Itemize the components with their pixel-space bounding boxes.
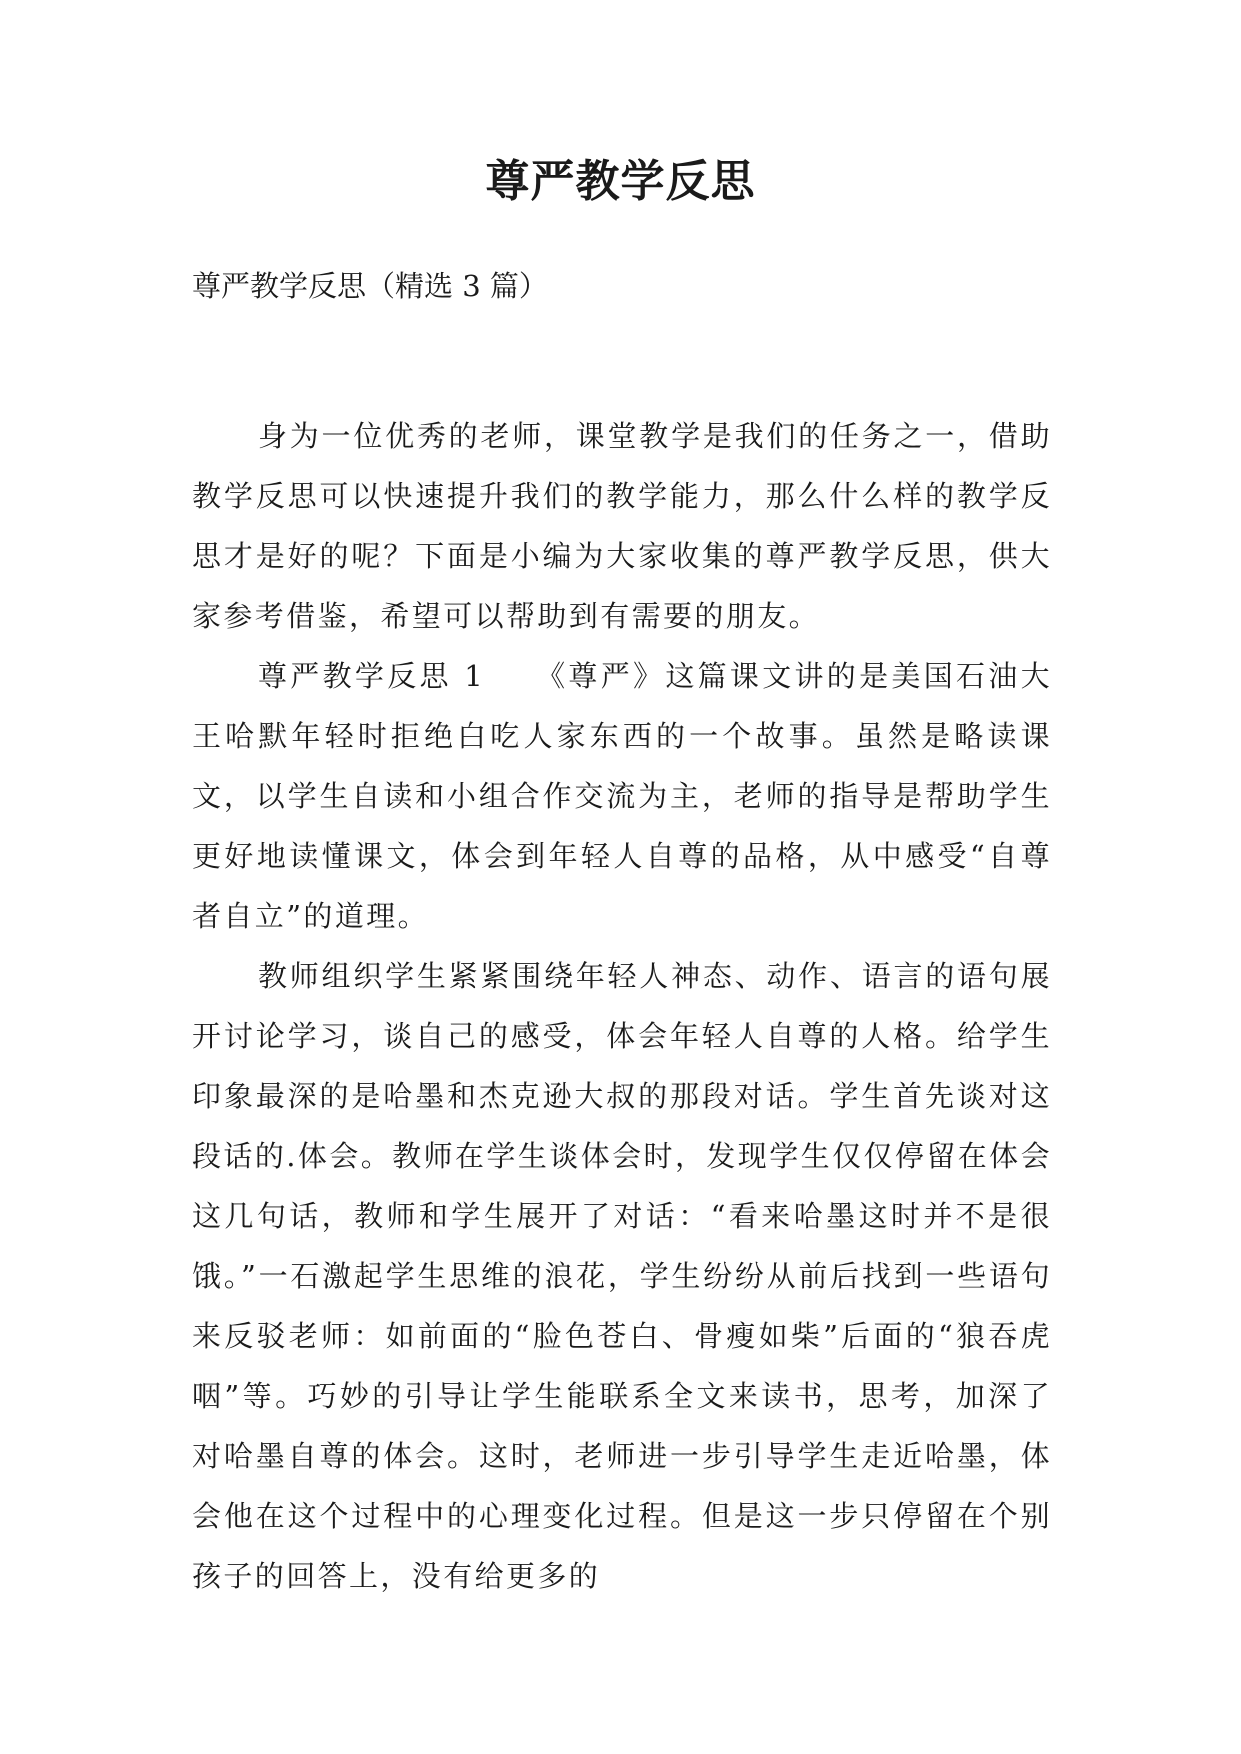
document-subtitle: 尊严教学反思（精选 3 篇） [192, 269, 548, 303]
paragraph-discussion: 教师组织学生紧紧围绕年轻人神态、动作、语言的语句展开讨论学习，谈自己的感受，体会年轻人自尊的人格。给学生印象最深的是哈墨和杰克逊大叔的那段对话。学生首先谈对这段话的.体会。教师在学生谈体会时，发现学生仅仅停留在体会这几句话，教师和学生展开了对话：“看来哈墨这时并不是很饿。”一石激起学生思维的浪花，学生纷纷从前后找到一些语句来反驳老师：如前面的“脸色苍白、骨瘦如柴”后面的“狼吞虎咽”等。巧妙的引导让学生能联系全文来读书，思考，加深了对哈墨自尊的体会。这时，老师进一步引导学生走近哈墨，体会他在这个过程中的心理变化过程。但是这一步只停留在个别孩子的回答上，没有给更多的 [192, 959, 1052, 1593]
document-body [192, 406, 1052, 1606]
document-title: 尊严教学反思 [485, 156, 756, 207]
paragraph-reflection-1: 尊严教学反思 1 《尊严》这篇课文讲的是美国石油大王哈默年轻时拒绝白吃人家东西的一个故事。虽然是略读课文，以学生自读和小组合作交流为主，老师的指导是帮助学生更好地读懂课文，体会到年轻人自尊的品格，从中感受“自尊者自立”的道理。 [192, 659, 1052, 933]
paragraph-intro: 身为一位优秀的老师，课堂教学是我们的任务之一，借助教学反思可以快速提升我们的教学能力，那么什么样的教学反思才是好的呢？下面是小编为大家收集的尊严教学反思，供大家参考借鉴，希望可以帮助到有需要的朋友。 [192, 419, 1052, 633]
